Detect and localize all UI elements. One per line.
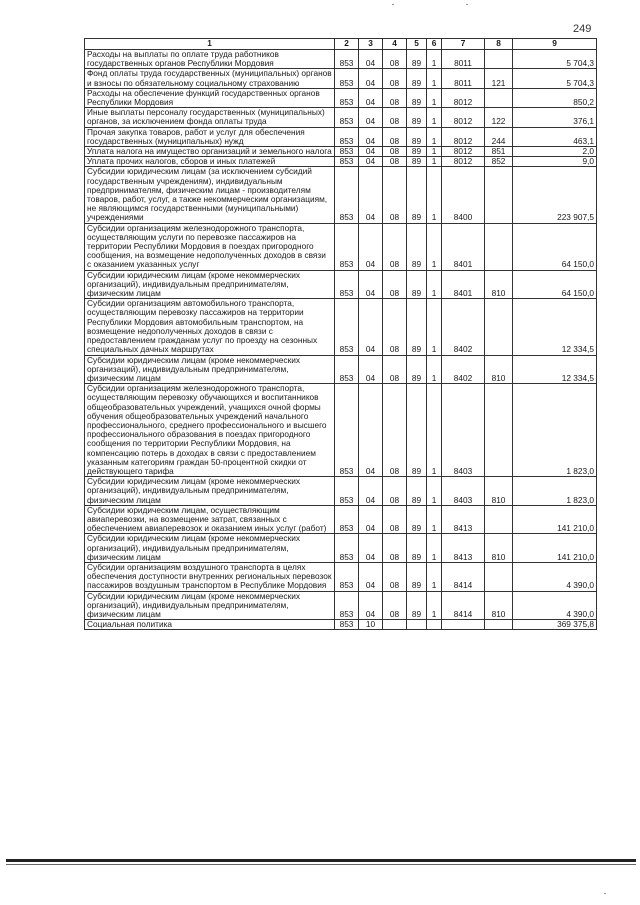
row-code-cell: 89 xyxy=(407,355,427,384)
row-code-cell: 853 xyxy=(335,147,359,157)
row-code-cell: 08 xyxy=(383,88,407,107)
row-name-cell: Фонд оплаты труда государственных (муниципальных) органов и взносы по обязательному социальному страхованию xyxy=(85,69,335,88)
row-code-cell xyxy=(485,223,513,270)
row-code-cell: 853 xyxy=(335,108,359,127)
row-code-cell: 1 xyxy=(427,50,442,69)
row-code-cell: 853 xyxy=(335,355,359,384)
row-code-cell: 1 xyxy=(427,355,442,384)
row-code-cell xyxy=(485,88,513,107)
scan-speck xyxy=(604,893,606,894)
row-name-cell: Субсидии организациям автомобильного транспорта, осуществляющим перевозку пассажиров на территории Республики Мордовия автомобильным транспортом, на возмещение недополученных доходов в связи с предоставлением гражданам услуг по проезду на сезонных специальных дачных маршрутах xyxy=(85,299,335,355)
row-name-cell: Субсидии организациям железнодорожного транспорта, осуществляющим перевозку обучающихся и воспитанников общеобразовательных учреждений, учащихся очной формы обучения общеобразовательных учреждений начального профессионального, среднего профессионального и высшего профессионального образования в поездах пригородного сообщения по территории Республики Мордовия, на компенсацию потерь в доходах в связи с предоставлением указанным категориям граждан 50-процентной скидки от действующего тарифа xyxy=(85,384,335,477)
row-code-cell: 04 xyxy=(359,157,383,167)
row-code-cell: 853 xyxy=(335,591,359,620)
header-cell: 7 xyxy=(442,39,485,50)
row-code-cell: 8012 xyxy=(442,147,485,157)
row-code-cell: 1 xyxy=(427,591,442,620)
row-code-cell: 810 xyxy=(485,591,513,620)
page-number: 249 xyxy=(573,23,592,35)
row-code-cell: 89 xyxy=(407,69,427,88)
row-code-cell: 04 xyxy=(359,299,383,355)
row-code-cell: 08 xyxy=(383,562,407,591)
row-code-cell xyxy=(485,299,513,355)
row-code-cell: 1 xyxy=(427,477,442,506)
row-code-cell: 8414 xyxy=(442,562,485,591)
row-amount-cell: 463,1 xyxy=(513,127,597,146)
row-code-cell: 1 xyxy=(427,147,442,157)
row-code-cell: 04 xyxy=(359,147,383,157)
row-code-cell: 08 xyxy=(383,108,407,127)
row-code-cell: 853 xyxy=(335,50,359,69)
row-code-cell: 89 xyxy=(407,147,427,157)
row-code-cell: 04 xyxy=(359,591,383,620)
row-code-cell: 1 xyxy=(427,157,442,167)
row-code-cell: 8413 xyxy=(442,534,485,563)
row-name-cell: Иные выплаты персоналу государственных (муниципальных) органов, за исключением фонда оплаты труда xyxy=(85,108,335,127)
row-code-cell: 04 xyxy=(359,562,383,591)
header-cell: 2 xyxy=(335,39,359,50)
row-name-cell: Субсидии юридическим лицам (кроме некоммерческих организаций), индивидуальным предпринимателям, физическим лицам xyxy=(85,270,335,299)
row-code-cell: 04 xyxy=(359,88,383,107)
row-code-cell: 04 xyxy=(359,534,383,563)
row-code-cell: 89 xyxy=(407,562,427,591)
row-code-cell xyxy=(383,620,407,630)
header-cell: 6 xyxy=(427,39,442,50)
row-code-cell: 04 xyxy=(359,50,383,69)
row-code-cell: 1 xyxy=(427,108,442,127)
scan-border-line xyxy=(6,864,636,865)
row-code-cell: 1 xyxy=(427,69,442,88)
row-code-cell: 08 xyxy=(383,270,407,299)
row-code-cell: 8414 xyxy=(442,591,485,620)
row-code-cell: 08 xyxy=(383,223,407,270)
row-code-cell: 1 xyxy=(427,167,442,223)
row-amount-cell: 4 390,0 xyxy=(513,591,597,620)
table-row xyxy=(85,562,597,591)
row-amount-cell: 12 334,5 xyxy=(513,355,597,384)
row-code-cell: 89 xyxy=(407,534,427,563)
row-code-cell: 08 xyxy=(383,355,407,384)
row-code-cell: 810 xyxy=(485,534,513,563)
row-code-cell: 89 xyxy=(407,157,427,167)
scan-speck xyxy=(466,4,468,5)
row-name-cell: Субсидии организациям воздушного транспорта в целях обеспечения доступности внутренних региональных перевозок пассажиров воздушным транспортом в Республике Мордовия xyxy=(85,562,335,591)
row-code-cell: 08 xyxy=(383,147,407,157)
row-amount-cell: 2,0 xyxy=(513,147,597,157)
row-code-cell: 04 xyxy=(359,108,383,127)
row-code-cell: 89 xyxy=(407,591,427,620)
table-row xyxy=(85,505,597,534)
row-amount-cell: 223 907,5 xyxy=(513,167,597,223)
row-code-cell: 244 xyxy=(485,127,513,146)
row-code-cell: 853 xyxy=(335,223,359,270)
row-code-cell: 89 xyxy=(407,108,427,127)
row-code-cell xyxy=(485,620,513,630)
table-body xyxy=(85,50,597,630)
table-row xyxy=(85,223,597,270)
row-code-cell: 04 xyxy=(359,69,383,88)
row-name-cell: Прочая закупка товаров, работ и услуг для обеспечения государственных (муниципальных) нужд xyxy=(85,127,335,146)
row-code-cell xyxy=(407,620,427,630)
header-cell: 1 xyxy=(85,39,335,50)
header-cell: 9 xyxy=(513,39,597,50)
row-code-cell: 8400 xyxy=(442,167,485,223)
table-row xyxy=(85,69,597,88)
row-code-cell xyxy=(485,562,513,591)
row-code-cell: 1 xyxy=(427,562,442,591)
row-code-cell: 8403 xyxy=(442,477,485,506)
header-cell: 5 xyxy=(407,39,427,50)
row-code-cell: 1 xyxy=(427,384,442,477)
row-code-cell: 8011 xyxy=(442,50,485,69)
table-row xyxy=(85,167,597,223)
row-code-cell: 851 xyxy=(485,147,513,157)
row-name-cell: Расходы на обеспечение функций государственных органов Республики Мордовия xyxy=(85,88,335,107)
table-row xyxy=(85,355,597,384)
row-amount-cell: 1 823,0 xyxy=(513,477,597,506)
row-code-cell: 04 xyxy=(359,223,383,270)
scan-border-line xyxy=(6,859,636,862)
row-amount-cell: 141 210,0 xyxy=(513,534,597,563)
row-code-cell: 853 xyxy=(335,88,359,107)
row-code-cell: 1 xyxy=(427,127,442,146)
row-amount-cell: 64 150,0 xyxy=(513,270,597,299)
row-code-cell xyxy=(485,505,513,534)
row-code-cell: 1 xyxy=(427,88,442,107)
row-code-cell: 853 xyxy=(335,477,359,506)
table-row xyxy=(85,127,597,146)
header-cell: 3 xyxy=(359,39,383,50)
row-code-cell: 853 xyxy=(335,167,359,223)
row-name-cell: Субсидии юридическим лицам (кроме некоммерческих организаций), индивидуальным предпринимателям, физическим лицам xyxy=(85,477,335,506)
row-code-cell xyxy=(485,50,513,69)
row-amount-cell: 141 210,0 xyxy=(513,505,597,534)
header-cell: 4 xyxy=(383,39,407,50)
row-amount-cell: 4 390,0 xyxy=(513,562,597,591)
row-amount-cell: 850,2 xyxy=(513,88,597,107)
row-code-cell: 853 xyxy=(335,505,359,534)
row-code-cell: 852 xyxy=(485,157,513,167)
row-name-cell: Субсидии юридическим лицам (кроме некоммерческих организаций), индивидуальным предпринимателям, физическим лицам xyxy=(85,355,335,384)
row-code-cell: 89 xyxy=(407,127,427,146)
row-code-cell: 1 xyxy=(427,505,442,534)
row-code-cell: 8402 xyxy=(442,355,485,384)
row-amount-cell: 5 704,3 xyxy=(513,50,597,69)
table-row xyxy=(85,299,597,355)
row-code-cell: 810 xyxy=(485,270,513,299)
row-code-cell: 89 xyxy=(407,167,427,223)
row-amount-cell: 12 334,5 xyxy=(513,299,597,355)
row-code-cell: 89 xyxy=(407,88,427,107)
row-name-cell: Расходы на выплаты по оплате труда работников государственных органов Республики Мордовия xyxy=(85,50,335,69)
header-cell: 8 xyxy=(485,39,513,50)
row-name-cell: Уплата налога на имущество организаций и земельного налога xyxy=(85,147,335,157)
row-code-cell: 04 xyxy=(359,477,383,506)
table-row xyxy=(85,620,597,630)
row-code-cell: 04 xyxy=(359,127,383,146)
row-code-cell: 08 xyxy=(383,384,407,477)
row-code-cell: 853 xyxy=(335,562,359,591)
row-code-cell: 853 xyxy=(335,127,359,146)
row-name-cell: Субсидии юридическим лицам (кроме некоммерческих организаций), индивидуальным предпринимателям, физическим лицам xyxy=(85,591,335,620)
row-code-cell: 1 xyxy=(427,534,442,563)
row-amount-cell: 64 150,0 xyxy=(513,223,597,270)
row-code-cell: 853 xyxy=(335,620,359,630)
row-name-cell: Субсидии организациям железнодорожного транспорта, осуществляющим услуги по перевозке пассажиров на территории Республики Мордовия в поездах пригородного сообщения, на возмещение недополученных доходов в связи с оказанием указанных услуг xyxy=(85,223,335,270)
row-code-cell: 08 xyxy=(383,505,407,534)
row-code-cell: 8402 xyxy=(442,299,485,355)
table-row xyxy=(85,50,597,69)
row-code-cell: 8011 xyxy=(442,69,485,88)
row-code-cell: 04 xyxy=(359,167,383,223)
row-code-cell: 8413 xyxy=(442,505,485,534)
table-row xyxy=(85,270,597,299)
row-name-cell: Уплата прочих налогов, сборов и иных платежей xyxy=(85,157,335,167)
row-code-cell: 04 xyxy=(359,384,383,477)
row-code-cell: 08 xyxy=(383,157,407,167)
table-row xyxy=(85,384,597,477)
table-row xyxy=(85,108,597,127)
row-code-cell: 1 xyxy=(427,223,442,270)
row-code-cell xyxy=(485,167,513,223)
row-code-cell: 08 xyxy=(383,477,407,506)
row-amount-cell: 376,1 xyxy=(513,108,597,127)
row-code-cell: 89 xyxy=(407,223,427,270)
row-code-cell: 853 xyxy=(335,299,359,355)
row-code-cell: 853 xyxy=(335,157,359,167)
row-amount-cell: 9,0 xyxy=(513,157,597,167)
row-code-cell: 8401 xyxy=(442,223,485,270)
row-code-cell: 08 xyxy=(383,167,407,223)
row-code-cell xyxy=(427,620,442,630)
row-code-cell: 8012 xyxy=(442,157,485,167)
row-name-cell: Социальная политика xyxy=(85,620,335,630)
row-code-cell: 89 xyxy=(407,505,427,534)
row-code-cell: 89 xyxy=(407,384,427,477)
table-row xyxy=(85,591,597,620)
row-code-cell: 08 xyxy=(383,127,407,146)
row-code-cell: 89 xyxy=(407,270,427,299)
row-code-cell: 8401 xyxy=(442,270,485,299)
scan-speck xyxy=(392,4,394,5)
row-code-cell xyxy=(442,620,485,630)
row-code-cell: 853 xyxy=(335,534,359,563)
row-code-cell: 08 xyxy=(383,50,407,69)
row-code-cell: 08 xyxy=(383,299,407,355)
row-code-cell: 810 xyxy=(485,355,513,384)
budget-table xyxy=(84,38,597,630)
row-code-cell: 853 xyxy=(335,270,359,299)
row-code-cell: 8403 xyxy=(442,384,485,477)
table-row xyxy=(85,147,597,157)
row-code-cell: 122 xyxy=(485,108,513,127)
row-code-cell: 1 xyxy=(427,270,442,299)
row-code-cell: 08 xyxy=(383,591,407,620)
row-code-cell: 1 xyxy=(427,299,442,355)
table-row xyxy=(85,157,597,167)
row-code-cell: 853 xyxy=(335,69,359,88)
row-code-cell: 853 xyxy=(335,384,359,477)
row-code-cell: 04 xyxy=(359,355,383,384)
row-amount-cell: 1 823,0 xyxy=(513,384,597,477)
row-code-cell xyxy=(485,384,513,477)
table-row xyxy=(85,477,597,506)
row-code-cell: 8012 xyxy=(442,127,485,146)
row-code-cell: 08 xyxy=(383,69,407,88)
row-name-cell: Субсидии юридическим лицам, осуществляющим авиаперевозки, на возмещение затрат, связанных с обеспечением авиаперевозок и оказанием иных услуг (работ) xyxy=(85,505,335,534)
row-code-cell: 10 xyxy=(359,620,383,630)
row-name-cell: Субсидии юридическим лицам (кроме некоммерческих организаций), индивидуальным предпринимателям, физическим лицам xyxy=(85,534,335,563)
row-amount-cell: 5 704,3 xyxy=(513,69,597,88)
row-code-cell: 89 xyxy=(407,477,427,506)
row-code-cell: 08 xyxy=(383,534,407,563)
table-row xyxy=(85,534,597,563)
table-row xyxy=(85,88,597,107)
row-code-cell: 8012 xyxy=(442,108,485,127)
row-code-cell: 121 xyxy=(485,69,513,88)
row-code-cell: 89 xyxy=(407,50,427,69)
row-name-cell: Субсидии юридическим лицам (за исключением субсидий государственным учреждениям), индивидуальным предпринимателям, физическим лицам - производителям товаров, работ, услуг, а также некоммерческим организациям, не являющимся государственными (муниципальными) учреждениями xyxy=(85,167,335,223)
row-code-cell: 810 xyxy=(485,477,513,506)
row-code-cell: 89 xyxy=(407,299,427,355)
row-code-cell: 04 xyxy=(359,505,383,534)
row-amount-cell: 369 375,8 xyxy=(513,620,597,630)
row-code-cell: 04 xyxy=(359,270,383,299)
row-code-cell: 8012 xyxy=(442,88,485,107)
table-header-row xyxy=(85,39,597,50)
